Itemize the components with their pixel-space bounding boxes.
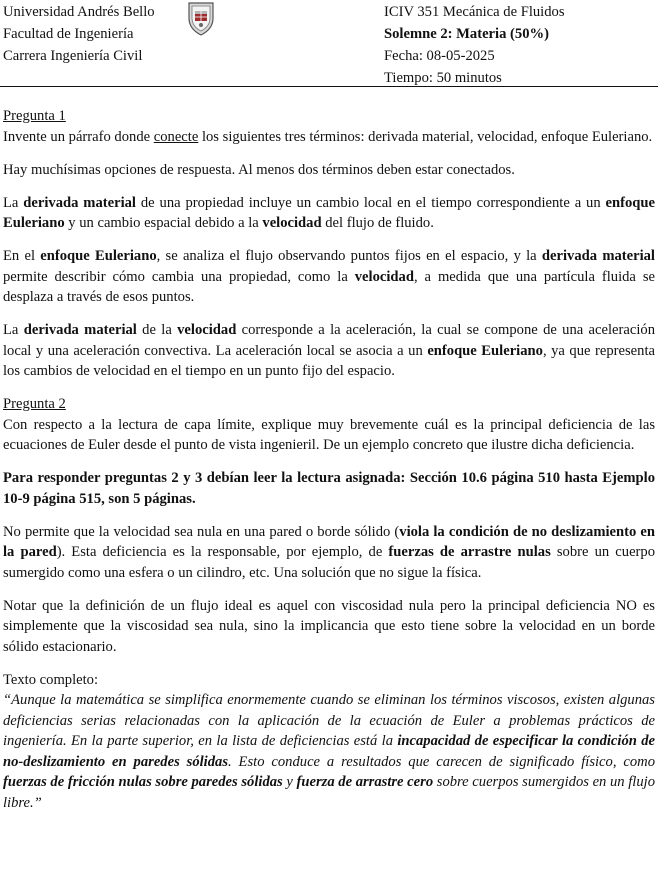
university-name: Universidad Andrés Bello (3, 4, 155, 20)
exam-title: Solemne 2: Materia (50%) (384, 26, 549, 42)
course-name: ICIV 351 Mecánica de Fluidos (384, 4, 565, 20)
reading-note: Para responder preguntas 2 y 3 debían leer la lectura asignada: Sección 10.6 página 510 hasta Ejemplo 10-9 página 515, son 5 páginas. (3, 470, 655, 507)
answer-2-paragraph-1: No permite que la velocidad sea nula en una pared o borde sólido (viola la condición de no deslizamiento en la pared). Esta deficiencia es la responsable, por ejemplo, de fuerzas de arrastre nulas sobre un cuerpo sumergido como una esfera o un cilindro, etc. Una solución que no sigue la física. (3, 523, 656, 581)
university-crest-icon (186, 0, 216, 36)
answer-1-paragraph-2: En el enfoque Euleriano, se analiza el flujo observando puntos fijos en el espacio, y la derivada material permite describir cómo cambia una propiedad, como la velocidad, a medida que una partícula fluida se desplaza a través de esos puntos. (3, 248, 655, 305)
question-2-prompt: Con respecto a la lectura de capa límite, explique muy brevemente cuál es la principal deficiencia de las ecuaciones de Euler desde el punto de vista ingenieril. De un ejemplo concreto que ilustre dicha deficiencia. (3, 416, 655, 453)
question-1-prompt: Invente un párrafo donde conecte los siguientes tres términos: derivada material, velocidad, enfoque Euleriano. (3, 128, 653, 145)
answer-1-paragraph-1: La derivada material de una propiedad incluye un cambio local en el tiempo correspondiente a un enfoque Euleriano y un cambio espacial debido a la velocidad del flujo de fluido. (3, 194, 655, 231)
question-2-title: Pregunta 2 (3, 396, 66, 412)
career-name: Carrera Ingeniería Civil (3, 48, 143, 64)
faculty-name: Facultad de Ingeniería (3, 26, 134, 42)
full-text-label: Texto completo: (3, 671, 99, 688)
question-1-note: Hay muchísimas opciones de respuesta. Al menos dos términos deben estar conectados. (3, 161, 515, 178)
exam-date: Fecha: 08-05-2025 (384, 48, 495, 64)
course-block (384, 1, 565, 89)
header-divider (0, 86, 658, 87)
answer-1-paragraph-3: La derivada material de la velocidad corresponde a la aceleración, la cual se compone de una aceleración local y una aceleración convectiva. La aceleración local se asocia a un enfoque Euleriano, ya que representa los cambios de velocidad en el tiempo en un punto fijo del espacio. (3, 322, 655, 379)
question-1-title: Pregunta 1 (3, 108, 66, 124)
answer-2-paragraph-2: Notar que la definición de un flujo ideal es aquel con viscosidad nula pero la principal deficiencia NO es simplemente que la viscosidad sea nula, sino la implicancia que esto tiene sobre la velocidad en un borde sólido estacionario. (3, 597, 655, 655)
document-header (0, 0, 658, 86)
exam-time: Tiempo: 50 minutos (384, 70, 502, 86)
institution-block (3, 1, 155, 67)
full-text-quote: “Aunque la matemática se simplifica enormemente cuando se eliminan los términos viscosos, existen algunas deficiencias serias relacionadas con la aplicación de la ecuación de Euler a problemas prácticos de ingeniería. En la parte superior, en la lista de deficiencias está la incapacidad de especificar la condición de no-deslizamiento en paredes sólidas. Esto conduce a resultados que carecen de significado físico, como fuerzas de fricción nulas sobre paredes sólidas y fuerza de arrastre cero sobre cuerpos sumergidos en un flujo libre.” (3, 692, 655, 811)
exam-content (3, 106, 655, 826)
